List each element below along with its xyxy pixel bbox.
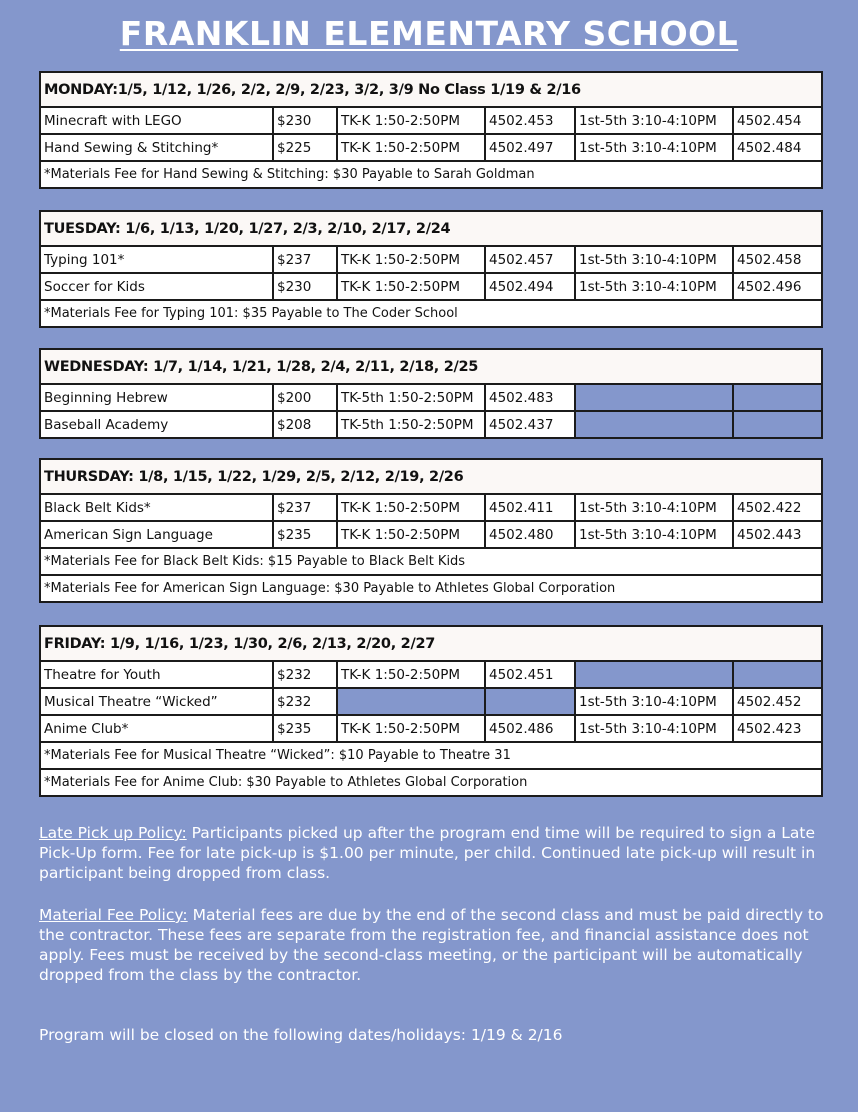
upper-session-time: 1st-5th 3:10-4:10PM (575, 521, 733, 548)
table-row (40, 661, 822, 688)
upper-course-code: 4502.454 (733, 107, 822, 134)
material-fee-policy-text: Material fees are due by the end of the second class and must be paid directly to the contractor. These fees are separate from the registration fee, and financial assistance does not apply. Fees must be received by the second-class meeting, or the participant will be automatically dropped from the class by the contractor. (39, 906, 824, 984)
empty-cell (733, 411, 822, 438)
session-time: TK-5th 1:50-2:50PM (337, 384, 485, 411)
day-header: THURSDAY: 1/8, 1/15, 1/22, 1/29, 2/5, 2/12, 2/19, 2/26 (40, 459, 822, 494)
class-name: Black Belt Kids* (40, 494, 273, 521)
upper-course-code: 4502.422 (733, 494, 822, 521)
tk-session-time: TK-K 1:50-2:50PM (337, 246, 485, 273)
empty-cell (575, 384, 733, 411)
class-price: $225 (273, 134, 337, 161)
class-price: $200 (273, 384, 337, 411)
day-header: WEDNESDAY: 1/7, 1/14, 1/21, 1/28, 2/4, 2/11, 2/18, 2/25 (40, 349, 822, 384)
tk-course-code: 4502.453 (485, 107, 575, 134)
class-price: $232 (273, 688, 337, 715)
class-price: $230 (273, 273, 337, 300)
tk-session-time: TK-K 1:50-2:50PM (337, 715, 485, 742)
tk-course-code: 4502.411 (485, 494, 575, 521)
table-row (40, 134, 822, 161)
upper-course-code: 4502.484 (733, 134, 822, 161)
class-price: $230 (273, 107, 337, 134)
class-name: Hand Sewing & Stitching* (40, 134, 273, 161)
late-pickup-policy-text: Participants picked up after the program end time will be required to sign a Late Pick-Up form. Fee for late pick-up is $1.00 per minute, per child. Continued late pick-up will result in participant being dropped from class. (39, 824, 816, 882)
upper-course-code: 4502.452 (733, 688, 822, 715)
class-name: Typing 101* (40, 246, 273, 273)
materials-fee-note: *Materials Fee for Anime Club: $30 Payable to Athletes Global Corporation (40, 769, 822, 796)
tk-session-time: TK-K 1:50-2:50PM (337, 107, 485, 134)
empty-cell (733, 661, 822, 688)
tk-session-time: TK-K 1:50-2:50PM (337, 134, 485, 161)
table-row (40, 273, 822, 300)
class-name: Soccer for Kids (40, 273, 273, 300)
upper-session-time: 1st-5th 3:10-4:10PM (575, 134, 733, 161)
table-row (40, 246, 822, 273)
empty-cell (485, 688, 575, 715)
materials-fee-note: *Materials Fee for Typing 101: $35 Payable to The Coder School (40, 300, 822, 327)
table-row (40, 494, 822, 521)
upper-session-time: 1st-5th 3:10-4:10PM (575, 273, 733, 300)
tk-session-time: TK-K 1:50-2:50PM (337, 273, 485, 300)
tk-course-code: 4502.451 (485, 661, 575, 688)
table-row (40, 411, 822, 438)
class-price: $237 (273, 494, 337, 521)
course-code: 4502.483 (485, 384, 575, 411)
tk-session-time: TK-K 1:50-2:50PM (337, 661, 485, 688)
empty-cell (575, 661, 733, 688)
upper-course-code: 4502.443 (733, 521, 822, 548)
class-price: $208 (273, 411, 337, 438)
closed-dates-notice: Program will be closed on the following dates/holidays: 1/19 & 2/16 (39, 1026, 563, 1044)
table-row (40, 521, 822, 548)
thursday-schedule-table (39, 458, 823, 603)
class-name: Musical Theatre “Wicked” (40, 688, 273, 715)
class-price: $235 (273, 521, 337, 548)
tk-session-time: TK-K 1:50-2:50PM (337, 494, 485, 521)
material-fee-policy-label: Material Fee Policy: (39, 906, 188, 924)
tk-course-code: 4502.497 (485, 134, 575, 161)
materials-fee-note: *Materials Fee for Black Belt Kids: $15 Payable to Black Belt Kids (40, 548, 822, 575)
upper-session-time: 1st-5th 3:10-4:10PM (575, 246, 733, 273)
upper-session-time: 1st-5th 3:10-4:10PM (575, 715, 733, 742)
day-header: FRIDAY: 1/9, 1/16, 1/23, 1/30, 2/6, 2/13, 2/20, 2/27 (40, 626, 822, 661)
wednesday-schedule-table (39, 348, 823, 439)
upper-course-code: 4502.423 (733, 715, 822, 742)
upper-course-code: 4502.496 (733, 273, 822, 300)
materials-fee-note: *Materials Fee for Musical Theatre “Wicked”: $10 Payable to Theatre 31 (40, 742, 822, 769)
class-price: $235 (273, 715, 337, 742)
late-pickup-policy-label: Late Pick up Policy: (39, 824, 187, 842)
class-name: Anime Club* (40, 715, 273, 742)
table-row (40, 715, 822, 742)
materials-fee-note: *Materials Fee for Hand Sewing & Stitching: $30 Payable to Sarah Goldman (40, 161, 822, 188)
class-name: Minecraft with LEGO (40, 107, 273, 134)
class-name: Beginning Hebrew (40, 384, 273, 411)
materials-fee-note: *Materials Fee for American Sign Language: $30 Payable to Athletes Global Corporation (40, 575, 822, 602)
class-name: Baseball Academy (40, 411, 273, 438)
session-time: TK-5th 1:50-2:50PM (337, 411, 485, 438)
table-row (40, 688, 822, 715)
late-pickup-policy (39, 823, 829, 883)
material-fee-policy (39, 905, 829, 985)
upper-course-code: 4502.458 (733, 246, 822, 273)
empty-cell (575, 411, 733, 438)
upper-session-time: 1st-5th 3:10-4:10PM (575, 107, 733, 134)
page-title: FRANKLIN ELEMENTARY SCHOOL (119, 14, 739, 53)
friday-schedule-table (39, 625, 823, 797)
day-header: MONDAY:1/5, 1/12, 1/26, 2/2, 2/9, 2/23, 3/2, 3/9 No Class 1/19 & 2/16 (40, 72, 822, 107)
tk-session-time: TK-K 1:50-2:50PM (337, 521, 485, 548)
class-price: $232 (273, 661, 337, 688)
tk-course-code: 4502.494 (485, 273, 575, 300)
class-name: American Sign Language (40, 521, 273, 548)
empty-cell (733, 384, 822, 411)
table-row (40, 384, 822, 411)
upper-session-time: 1st-5th 3:10-4:10PM (575, 688, 733, 715)
class-price: $237 (273, 246, 337, 273)
table-row (40, 107, 822, 134)
day-header: TUESDAY: 1/6, 1/13, 1/20, 1/27, 2/3, 2/10, 2/17, 2/24 (40, 211, 822, 246)
tuesday-schedule-table (39, 210, 823, 328)
tk-course-code: 4502.480 (485, 521, 575, 548)
tk-course-code: 4502.486 (485, 715, 575, 742)
monday-schedule-table (39, 71, 823, 189)
empty-cell (337, 688, 485, 715)
upper-session-time: 1st-5th 3:10-4:10PM (575, 494, 733, 521)
class-name: Theatre for Youth (40, 661, 273, 688)
course-code: 4502.437 (485, 411, 575, 438)
tk-course-code: 4502.457 (485, 246, 575, 273)
